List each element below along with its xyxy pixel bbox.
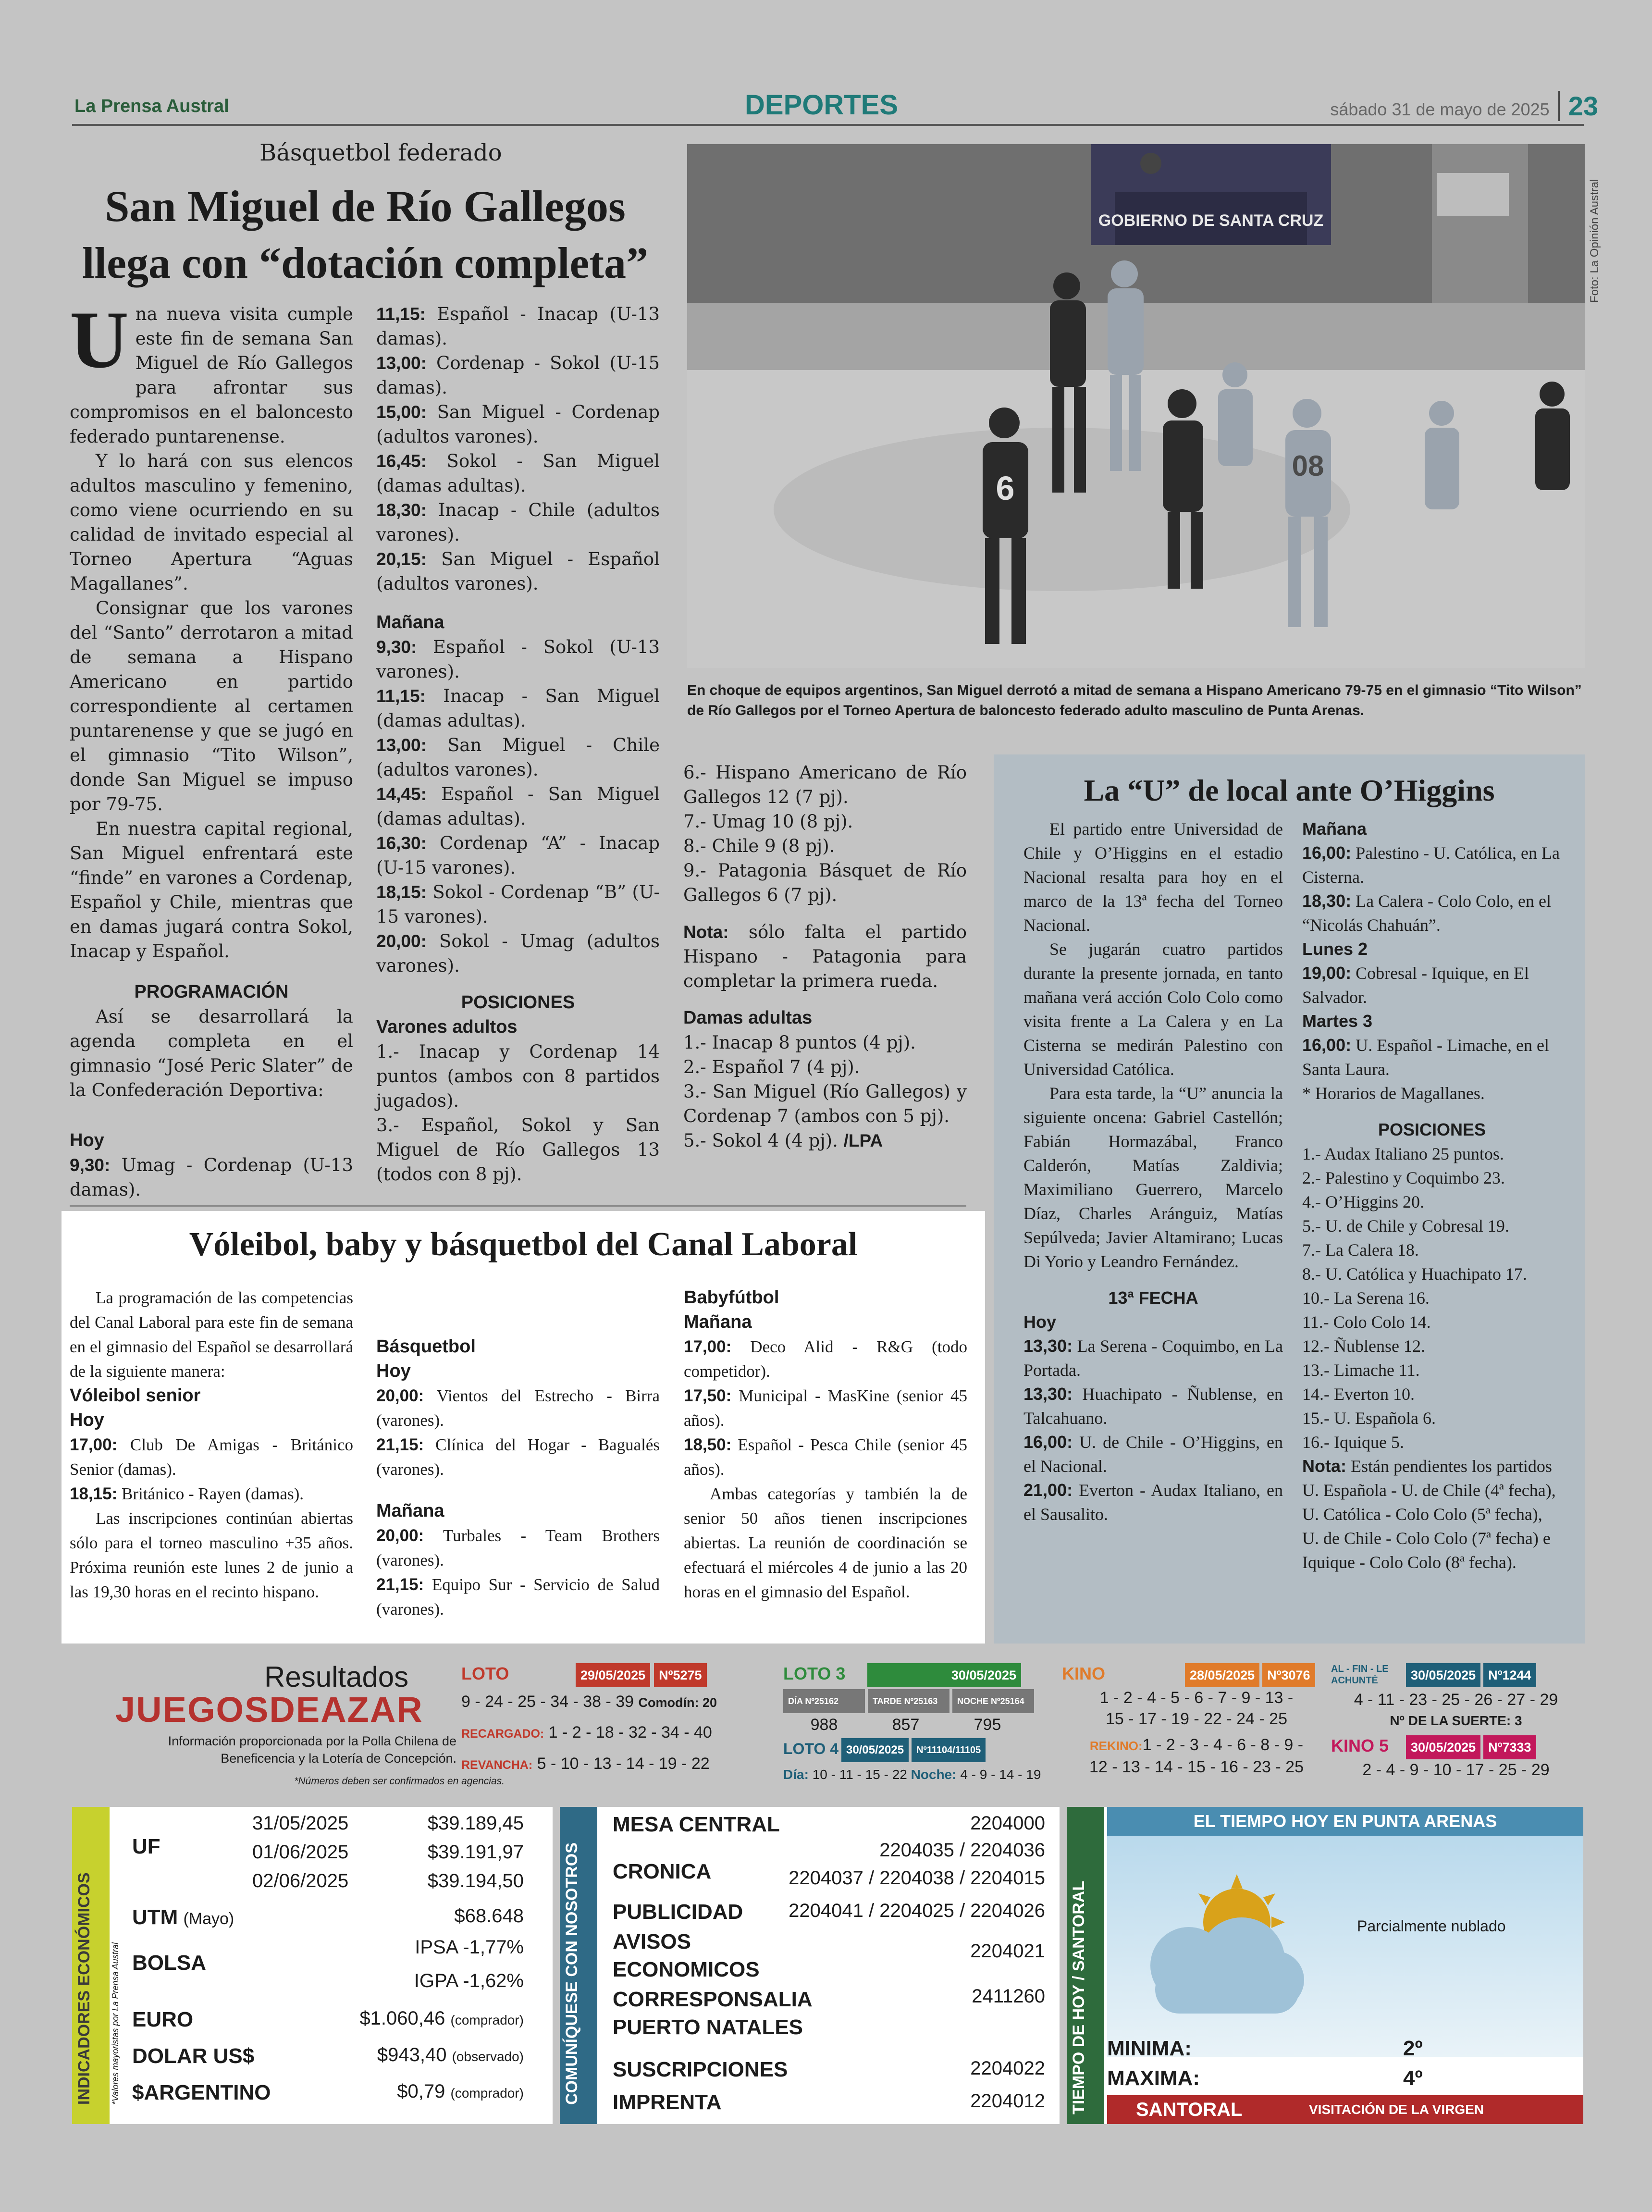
day-heading: Hoy (1023, 1312, 1057, 1332)
schedule-item: 16,45: Sokol - San Miguel (damas adultas). (376, 451, 660, 496)
contact-row: CRONICA 2204035 / 2204036 2204037 / 2204038 / 2204015 (613, 1840, 1045, 1889)
weather-title: EL TIEMPO HOY EN PUNTA ARENAS (1107, 1807, 1583, 1836)
revancha-row: REVANCHA: 5 - 10 - 13 - 14 - 19 - 22 (461, 1755, 710, 1773)
section-divider (70, 1205, 966, 1207)
sport-heading: Vóleibol senior (70, 1385, 201, 1406)
standing-item: 7.- Umag 10 (8 pj). (683, 811, 853, 832)
standing-item: 15.- U. Española 6. (1302, 1409, 1436, 1428)
schedule-item: 15,00: San Miguel - Cordenap (adultos varones). (376, 402, 660, 447)
santoral-label: SANTORAL (1136, 2099, 1243, 2120)
standing-item: 8.- Chile 9 (8 pj). (683, 836, 835, 856)
game-name: LOTO (461, 1664, 509, 1683)
fixture-item: 19,00: Cobresal - Iquique, en El Salvador. (1302, 963, 1529, 1007)
recargado-row: RECARGADO: 1 - 2 - 18 - 32 - 34 - 40 (461, 1723, 712, 1742)
u-ohiggins-box (994, 754, 1585, 1644)
page-date (1330, 90, 1598, 122)
subheading: POSICIONES (461, 992, 575, 1013)
fixture-item: 13,30: Huachipato - Ñublense, en Talcahuano. (1023, 1384, 1283, 1428)
article-column-1 (70, 295, 353, 1202)
weather-condition: Parcialmente nublado (1357, 1917, 1506, 1935)
weather-panel (1107, 1836, 1583, 2057)
schedule-item: 20,15: San Miguel - Español (adultos varones). (376, 549, 660, 594)
temp-min-label: MINIMA: (1107, 2037, 1192, 2060)
argentino-label: $ARGENTINO (132, 2081, 271, 2104)
kino-header: KINO 28/05/2025 Nº3076 (1062, 1663, 1331, 1687)
u-paragraph: El partido entre Universidad de Chile y O’Higgins en el estadio Nacional resalta para hoy en el marco de la 13ª fecha del Torneo Nacional. (1023, 819, 1283, 935)
utm-value: $68.648 (454, 1905, 524, 1927)
footnote: * Horarios de Magallanes. (1302, 1084, 1485, 1103)
game-name: LOTO 3 (783, 1664, 846, 1683)
temp-max-label: MAXIMA: (1107, 2066, 1200, 2090)
article-paragraph: Y lo hará con sus elencos adultos masculino y femenino, como viene ocurriendo en su calidad de invitado especial al Torneo Apertura “Aguas Magallanes”. (70, 451, 353, 594)
loto3-draw-headers: DÍA Nº25162 TARDE Nº25163 NOCHE Nº25164 (783, 1689, 1052, 1713)
dropcap: U (70, 295, 129, 385)
fixture-item: 16,00: Palestino - U. Católica, en La Cisterna. (1302, 843, 1560, 887)
schedule-item: 17,50: Municipal - MasKine (senior 45 años). (684, 1386, 967, 1430)
juegos-disclaimer: *Números deben ser confirmados en agencias. (294, 1776, 505, 1787)
article-kicker: Básquetbol federado (259, 139, 502, 166)
juegos-de-azar (72, 1660, 1581, 1804)
day-heading: Martes 3 (1302, 1011, 1373, 1031)
fixture-item: 16,00: U. Español - Limache, en el Santa Laura. (1302, 1035, 1549, 1079)
schedule-item: 14,45: Español - San Miguel (damas adultas). (376, 784, 660, 829)
day-heading: Mañana (376, 612, 444, 632)
day-heading: Mañana (376, 1501, 444, 1521)
article-paragraph: En nuestra capital regional, San Miguel enfrentará este “finde” en varones a Cordenap, Español y Chile, mientras que en damas jugará contra Sokol, Inacap y Español. (70, 818, 353, 962)
standing-item: 16.- Iquique 5. (1302, 1433, 1404, 1452)
header-rule (72, 124, 1584, 126)
juegos-title: JUEGOSDEAZAR (115, 1690, 423, 1730)
bolsa-label: BOLSA (132, 1951, 206, 1975)
standings-heading: Damas adultas (683, 1008, 813, 1028)
uf-label: UF (132, 1835, 160, 1858)
article-paragraph: Así se desarrollará la agenda completa en el gimnasio “José Peric Slater” de la Confederación Deportiva: (70, 1006, 353, 1100)
u-paragraph: Para esta tarde, la “U” anuncia la siguiente oncena: Gabriel Castellón; Fabián Hormazábal, Franco Calderón, Matías Zaldivia; Maximiliano Guerrero, Marcelo Díaz, Charles Aránguiz, Matías Sepúlveda; Javier Altamirano; Lucas Di Yorio y Leandro Fernández. (1023, 1084, 1283, 1271)
standing-item: 14.- Everton 10. (1302, 1384, 1415, 1404)
date-text: sábado 31 de mayo de 2025 (1330, 99, 1550, 119)
schedule-item: 21,15: Equipo Sur - Servicio de Salud (varones). (376, 1575, 660, 1619)
standing-item: 10.- La Serena 16. (1302, 1288, 1430, 1308)
contact-row: SUSCRIPCIONES 2204022 (613, 2058, 1045, 2081)
ipsa-value: IPSA -1,77% (415, 1937, 524, 1958)
u-column-1 (1023, 817, 1283, 1526)
partly-cloudy-icon (1117, 1841, 1319, 2042)
alfin-header: AL - FIN - LE ACHUNTÉ 30/05/2025 Nº1244 (1331, 1663, 1581, 1687)
schedule-item: 17,00: Deco Alid - R&G (todo competidor). (684, 1337, 967, 1381)
game-date: 29/05/2025 (576, 1663, 650, 1687)
resultados-label: Resultados (264, 1661, 409, 1693)
temp-max-value: 4º (1403, 2066, 1423, 2090)
loto-numbers: 9 - 24 - 25 - 34 - 38 - 39 Comodín: 20 (461, 1693, 717, 1711)
schedule-item: 16,30: Cordenap “A” - Inacap (U-15 varones). (376, 833, 660, 878)
standing-item: 8.- U. Católica y Huachipato 17. (1302, 1264, 1527, 1284)
day-heading: Mañana (1302, 819, 1367, 839)
uf-date: 01/06/2025 (252, 1841, 349, 1863)
santoral-value: VISITACIÓN DE LA VIRGEN (1309, 2102, 1484, 2117)
standing-item: 9.- Patagonia Básquet de Río Gallegos 6 (7 pj). (683, 860, 967, 905)
indicadores-vertical-note: *Valores mayoristas por La Prensa Austral (111, 1942, 120, 2105)
subheading: 13ª FECHA (1108, 1288, 1198, 1308)
tiempo-vertical-tab: TIEMPO DE HOY / SANTORAL (1067, 1807, 1104, 2124)
uf-date: 02/06/2025 (252, 1870, 349, 1891)
photo-credit: Foto: La Opinión Austral (1588, 179, 1601, 303)
euro-label: EURO (132, 2008, 194, 2031)
note-paragraph: Nota: Están pendientes los partidos U. Española - U. de Chile (4ª fecha), U. Católica - Colo Colo (5ª fecha), U. de Chile - Colo Colo (7ª fecha) e Iquique - Colo Colo (8ª fecha). (1302, 1456, 1556, 1572)
schedule-item: 18,30: Inacap - Chile (adultos varones). (376, 500, 660, 545)
standing-item: 6.- Hispano Americano de Río Gallegos 12 (7 pj). (683, 762, 967, 807)
schedule-item: 13,00: San Miguel - Chile (adultos varones). (376, 735, 660, 780)
juegos-note: Información proporcionada por la Polla Chilena de Beneficencia y la Lotería de Concepción. (168, 1734, 456, 1766)
day-heading: Hoy (70, 1130, 104, 1150)
canal-title: Vóleibol, baby y básquetbol del Canal Laboral (189, 1226, 858, 1263)
game-number: Nº5275 (654, 1663, 706, 1687)
dolar-label: DOLAR US$ (132, 2044, 255, 2068)
uf-value: $39.194,50 (427, 1870, 524, 1891)
canal-column-3 (684, 1285, 967, 1604)
loto4-numbers: Día: 10 - 11 - 15 - 22 Noche: 4 - 9 - 14 - 19 (783, 1767, 1041, 1782)
loto3-block (783, 1663, 1052, 1785)
kino5-numbers: 2 - 4 - 9 - 10 - 17 - 25 - 29 (1362, 1761, 1550, 1779)
euro-value: $1.060,46 (comprador) (359, 2008, 524, 2029)
u-paragraph: Se jugarán cuatro partidos durante la presente jornada, en tanto mañana verá acción Colo Colo como visita frente a La Calera y en La Cisterna se medirán Palestino con Universidad Católica. (1023, 939, 1283, 1079)
newspaper-name: La Prensa Austral (74, 96, 229, 116)
day-heading: Lunes 2 (1302, 939, 1368, 959)
contact-row: IMPRENTA 2204012 (613, 2090, 1045, 2114)
contact-row: AVISOS ECONOMICOS 2204021 (613, 1930, 1045, 1981)
sport-heading: Babyfútbol (684, 1287, 779, 1308)
schedule-item: 18,50: Español - Pesca Chile (senior 45 años). (684, 1435, 967, 1479)
kino-block (1062, 1663, 1331, 1778)
article-headline: San Miguel de Río Gallegos llega con “dotación completa” (82, 182, 648, 287)
comuniquese-con-nosotros (560, 1807, 1060, 2124)
schedule-item: 9,30: Umag - Cordenap (U-13 damas). (70, 1155, 353, 1200)
section-title: DEPORTES (745, 89, 899, 121)
jersey-number: 08 (1292, 450, 1324, 482)
article-column-2 (376, 302, 660, 1186)
photo-caption: En choque de equipos argentinos, San Miguel derrotó a mitad de semana a Hispano Americano 79-75 en el gimnasio “Tito Wilson” de Río Gallegos por el Torneo Apertura de baloncesto federado adulto masculino de Punta Arenas. (687, 682, 1582, 718)
fixture-item: 18,30: La Calera - Colo Colo, en el “Nicolás Chahuán”. (1302, 891, 1551, 935)
uf-value: $39.191,97 (427, 1841, 524, 1863)
loto3-values: 988 857 795 (810, 1716, 1001, 1734)
schedule-item: 20,00: Turbales - Team Brothers (varones). (376, 1526, 660, 1569)
canal-paragraph: La programación de las competencias del Canal Laboral para este fin de semana en el gimnasio del Español se desarrollará de la siguiente manera: (70, 1288, 353, 1381)
banner-text: GOBIERNO DE SANTA CRUZ (1098, 211, 1324, 230)
page-number: 23 (1558, 91, 1598, 121)
schedule-item: 20,00: Vientos del Estrecho - Birra (varones). (376, 1386, 660, 1430)
standings-heading: Varones adultos (376, 1017, 518, 1037)
schedule-item: 13,00: Cordenap - Sokol (U-15 damas). (376, 353, 660, 398)
basketball-photo (687, 144, 1585, 668)
article-paragraph: Una nueva visita cumple este fin de semana San Miguel de Río Gallegos para afrontar sus compromisos en el baloncesto federado puntarenense. (70, 295, 353, 447)
schedule-item: 17,00: Club De Amigas - Británico Senior (damas). (70, 1435, 353, 1479)
subheading: PROGRAMACIÓN (134, 982, 289, 1002)
loto-header (461, 1663, 769, 1687)
standing-item: 3.- San Miguel (Río Gallegos) y Cordenap 7 (ambos con 5 pj). (683, 1081, 967, 1126)
day-heading: Hoy (376, 1361, 411, 1381)
fixture-item: 16,00: U. de Chile - O’Higgins, en el Nacional. (1023, 1432, 1283, 1476)
standing-item: 7.- La Calera 18. (1302, 1240, 1419, 1260)
dolar-value: $943,40 (observado) (377, 2044, 524, 2065)
standing-item: 5.- Sokol 4 (4 pj). /LPA (683, 1130, 883, 1151)
contact-row: MESA CENTRAL 2204000 (613, 1813, 1045, 1836)
fixture-item: 13,30: La Serena - Coquimbo, en La Portada. (1023, 1336, 1283, 1380)
comuniquese-vertical-tab: COMUNÍQUESE CON NOSOTROS (560, 1807, 597, 2124)
utm-label: UTM (Mayo) (132, 1905, 234, 1929)
standing-item: 11.- Colo Colo 14. (1302, 1312, 1431, 1332)
basketball-game-illustration (687, 144, 1585, 668)
loto3-header (783, 1663, 1052, 1687)
uf-value: $39.189,45 (427, 1813, 524, 1834)
canal-column-1 (70, 1285, 353, 1604)
article-paragraph: Consignar que los varones del “Santo” derrotaron a mitad de semana a Hispano Americano en partido correspondiente al certamen puntarenense y que se jugó en el gimnasio “Tito Wilson”, donde San Miguel se impuso por 79-75. (70, 598, 353, 815)
sport-heading: Básquetbol (376, 1336, 476, 1357)
standing-item: 1.- Inacap y Cordenap 14 puntos (ambos con 8 partidos jugados). (376, 1041, 660, 1111)
schedule-item: 11,15: Español - Inacap (U-13 damas). (376, 304, 660, 349)
standing-item: 12.- Ñublense 12. (1302, 1336, 1425, 1356)
canal-paragraph: Ambas categorías y también la de senior 50 años tienen inscripciones abiertas. La reunión de coordinación se efectuará el miércoles 4 de junio a las 20 horas en el gimnasio del Español. (684, 1484, 967, 1601)
loto4-header: LOTO 4 30/05/2025 Nº11104/11105 (783, 1738, 1052, 1762)
contact-row: CORRESPONSALIA PUERTO NATALES 2411260 (613, 1986, 1045, 2039)
canal-paragraph: Las inscripciones continúan abiertas sólo para el torneo masculino +35 años. Próxima reunión este lunes 2 de junio a las 19,30 horas en el recinto hispano. (70, 1509, 353, 1601)
schedule-item: 9,30: Español - Sokol (U-13 varones). (376, 637, 660, 682)
contact-row: PUBLICIDAD 2204041 / 2204025 / 2204026 (613, 1900, 1045, 1924)
u-title: La “U” de local ante O’Higgins (1084, 773, 1495, 807)
subheading: POSICIONES (1378, 1120, 1486, 1139)
day-heading: Hoy (70, 1410, 104, 1430)
alfin-numbers: 4 - 11 - 23 - 25 - 26 - 27 - 29 (1354, 1691, 1558, 1709)
standing-item: 5.- U. de Chile y Cobresal 19. (1302, 1216, 1509, 1236)
standing-item: 4.- O’Higgins 20. (1302, 1192, 1424, 1211)
standing-item: 13.- Limache 11. (1302, 1360, 1420, 1380)
numero-suerte: Nº DE LA SUERTE: 3 (1390, 1713, 1522, 1728)
jersey-number: 6 (996, 470, 1015, 507)
schedule-item: 11,15: Inacap - San Miguel (damas adultas). (376, 686, 660, 731)
kino5-header: KINO 5 30/05/2025 Nº7333 (1331, 1735, 1581, 1759)
alfin-block (1331, 1663, 1581, 1780)
column-spacer (376, 1285, 660, 1335)
standing-item: 2.- Palestino y Coquimbo 23. (1302, 1168, 1505, 1187)
tiempo-santoral (1067, 1807, 1583, 2124)
fixture-item: 21,00: Everton - Audax Italiano, en el Sausalito. (1023, 1480, 1283, 1524)
canal-laboral-box (62, 1211, 985, 1644)
santoral-bar (1107, 2095, 1583, 2124)
game-date: 30/05/2025 (867, 1663, 1021, 1687)
argentino-value: $0,79 (comprador) (397, 2081, 524, 2102)
indicadores-vertical-tab: INDICADORES ECONÓMICOS (72, 1807, 110, 2124)
schedule-item: 21,15: Clínica del Hogar - Bagualés (varones). (376, 1435, 660, 1479)
standings-list (1302, 1142, 1562, 1454)
author-signature: /LPA (843, 1131, 883, 1150)
temp-min-value: 2º (1403, 2037, 1423, 2060)
igpa-value: IGPA -1,62% (414, 1970, 524, 1991)
article-column-3 (683, 760, 967, 1153)
day-heading: Mañana (684, 1312, 752, 1332)
standing-item: 2.- Español 7 (4 pj). (683, 1057, 860, 1077)
canal-column-2 (376, 1285, 660, 1621)
note-paragraph: Nota: sólo falta el partido Hispano - Patagonia para completar la primera rueda. (683, 922, 967, 991)
u-column-2 (1302, 817, 1562, 1574)
uf-date: 31/05/2025 (252, 1813, 349, 1834)
standing-item: 3.- Español, Sokol y San Miguel de Río Gallegos 13 (todos con 8 pj). (376, 1115, 660, 1185)
indicadores-economicos (72, 1807, 553, 2124)
standing-item: 1.- Inacap 8 puntos (4 pj). (683, 1032, 916, 1053)
schedule-item: 18,15: Británico - Rayen (damas). (70, 1484, 304, 1503)
kino-numbers: 1 - 2 - 4 - 5 - 6 - 7 - 9 - 13 - 15 - 17 - 19 - 22 - 24 - 25 (1099, 1689, 1294, 1728)
schedule-item: 20,00: Sokol - Umag (adultos varones). (376, 931, 660, 976)
schedule-item: 18,15: Sokol - Cordenap “B” (U-15 varones). (376, 882, 660, 927)
loto-block (461, 1663, 769, 1776)
standing-item: 1.- Audax Italiano 25 puntos. (1302, 1144, 1504, 1163)
rekino-numbers: REKINO:1 - 2 - 3 - 4 - 6 - 8 - 9 - 12 - 13 - 14 - 15 - 16 - 23 - 25 (1089, 1736, 1304, 1776)
